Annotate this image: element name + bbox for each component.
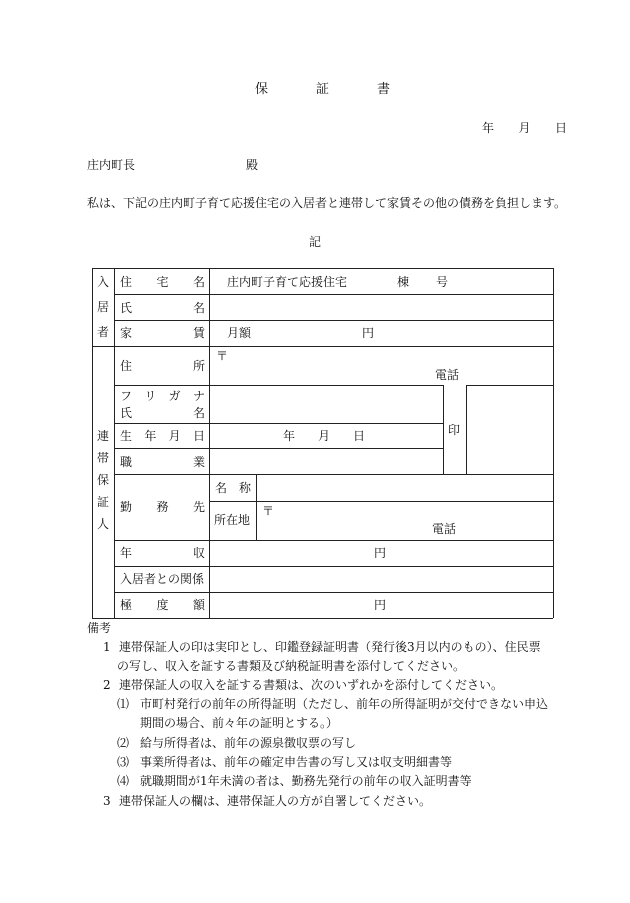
subnote-text: 就職期間が1年未満の者は、勤務先発行の前年の収入証明書等: [140, 774, 472, 788]
phone-label: 電話: [435, 368, 460, 382]
note-text: 連帯保証人の欄は、連帯保証人の方が自署してください。: [119, 794, 432, 808]
row-line: [114, 385, 443, 386]
ki-heading: 記: [309, 235, 322, 249]
seal-box-right: [466, 385, 467, 474]
row-line: [114, 474, 553, 475]
note-text: 連帯保証人の収入を証する書類は、次のいずれかを添付してください。: [119, 678, 504, 692]
document-title: 保 証 書: [255, 82, 390, 97]
subnote-text: 期間の場合、前々年の証明とする。）: [140, 716, 339, 730]
table-border-left: [92, 268, 93, 618]
date-line: 年 月 日: [482, 121, 567, 135]
notes-title: 備考: [87, 621, 112, 635]
row-line: [114, 423, 443, 424]
occupation-label: 職 業: [120, 455, 205, 469]
birth-date-label: 生 年 月 日: [120, 429, 205, 443]
table-border-top: [92, 268, 553, 269]
rent-monthly: 月額: [227, 326, 252, 340]
guarantor-address-label: 住 所: [120, 359, 205, 373]
income-label: 年 収: [120, 546, 205, 560]
residence-value: 庄内町子育て応援住宅: [227, 275, 348, 289]
subnote-text: 事業所得者は、前年の確定申告書の写し又は収支明細書等: [140, 755, 453, 769]
furigana-label: フ リ ガ ナ: [120, 389, 205, 403]
subnote-number: ⑶: [117, 755, 130, 769]
col-line: [114, 268, 115, 618]
subnote-text: 給与所得者は、前年の源泉徴収票の写し: [140, 736, 357, 750]
note-number: 1: [103, 640, 111, 654]
col-line: [209, 268, 210, 618]
statement: 私は、下記の庄内町子育て応援住宅の入居者と連帯して家賃その他の債務を負担します。: [87, 196, 567, 210]
row-line: [92, 346, 553, 347]
relation-label: 入居者との関係: [120, 572, 205, 586]
row-line: [209, 501, 553, 502]
row-line: [114, 320, 553, 321]
workplace-location-label: 所在地: [214, 513, 251, 527]
subnote-text: 市町村発行の前年の所得証明（ただし、前年の所得証明が交付できない申込: [140, 697, 549, 711]
workplace-label: 勤 務 先: [120, 500, 205, 514]
residence-number: 号: [436, 275, 449, 289]
seal-label: 印: [448, 423, 461, 437]
seal-box-left: [443, 385, 444, 474]
workplace-phone-label: 電話: [432, 522, 457, 536]
row-line: [114, 448, 443, 449]
residence-building: 棟: [397, 275, 410, 289]
row-line: [466, 385, 553, 386]
postal-mark: 〒: [216, 349, 229, 363]
rent-yen: 円: [362, 326, 375, 340]
workplace-postal-mark: 〒: [262, 504, 275, 518]
table-border-right: [553, 268, 554, 618]
col-line: [256, 474, 257, 540]
tenant-group-label: 入 居 者: [96, 275, 109, 339]
row-line: [114, 592, 553, 593]
row-line: [114, 566, 553, 567]
row-line: [114, 540, 553, 541]
birth-date-value: 年 月 日: [283, 429, 365, 443]
rent-label: 家 賃: [120, 326, 205, 340]
row-line: [114, 294, 553, 295]
limit-amount-label: 極 度 額: [120, 598, 205, 612]
residence-label: 住 宅 名: [120, 275, 205, 289]
addressee: 庄内町長: [87, 158, 136, 172]
subnote-number: ⑵: [117, 736, 130, 750]
note-number: 3: [103, 794, 111, 808]
honorific: 殿: [246, 158, 259, 172]
tenant-name-label: 氏 名: [120, 301, 205, 315]
subnote-number: ⑷: [117, 774, 130, 788]
workplace-name-label: 名 称: [215, 481, 251, 495]
subnote-number: ⑴: [117, 697, 130, 711]
limit-yen: 円: [374, 598, 387, 612]
note-text: 連帯保証人の印は実印とし、印鑑登録証明書（発行後3月以内のもの）、住民票: [119, 640, 541, 654]
note-number: 2: [103, 678, 111, 692]
guarantor-name-label: 氏 名: [120, 406, 205, 420]
note-text: の写し、収入を証する書類及び納税証明書を添付してください。: [117, 659, 466, 673]
table-border-bottom: [92, 618, 553, 619]
income-yen: 円: [374, 546, 387, 560]
guarantor-group-label: 連 帯 保 証 人: [96, 429, 109, 531]
